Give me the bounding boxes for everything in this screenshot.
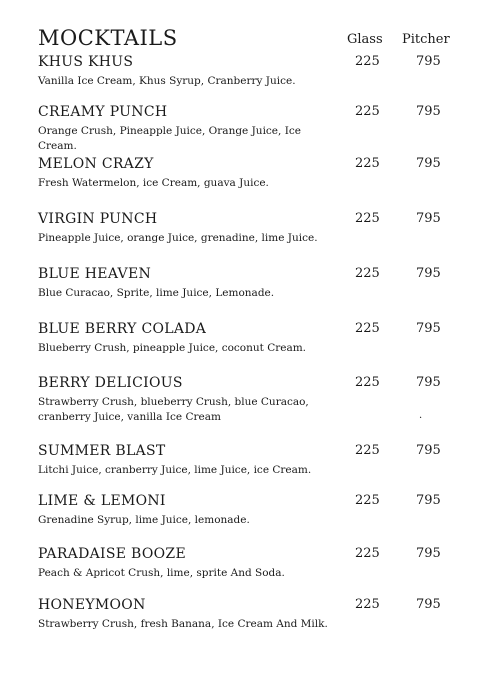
price-glass: 225: [355, 211, 380, 226]
price-glass: 225: [355, 104, 380, 119]
price-glass: 225: [355, 156, 380, 171]
menu-title: MOCKTAILS: [38, 26, 178, 50]
item-description: Pineapple Juice, orange Juice, grenadine, lime Juice.: [38, 232, 318, 244]
price-pitcher: 795: [416, 104, 441, 119]
item-name: HONEYMOON: [38, 597, 146, 613]
item-name: CREAMY PUNCH: [38, 104, 168, 120]
price-glass: 225: [355, 266, 380, 281]
item-description: Litchi Juice, cranberry Juice, lime Juice, ice Cream.: [38, 464, 312, 476]
pitcher-note: .: [419, 410, 423, 421]
item-name: SUMMER BLAST: [38, 443, 166, 459]
menu-item: [38, 374, 458, 425]
item-name: BERRY DELICIOUS: [38, 375, 183, 391]
price-glass: 225: [355, 493, 380, 508]
menu-item: [38, 320, 458, 356]
menu-item: [38, 265, 458, 301]
price-pitcher: 795: [416, 375, 441, 390]
price-glass: 225: [355, 375, 380, 390]
item-name: BLUE HEAVEN: [38, 266, 152, 282]
column-header-glass: Glass: [347, 32, 383, 47]
item-name: VIRGIN PUNCH: [38, 211, 158, 227]
menu-item: [38, 492, 458, 528]
price-glass: 225: [355, 321, 380, 336]
item-name: BLUE BERRY COLADA: [38, 321, 207, 337]
menu-item: [38, 53, 458, 89]
price-pitcher: 795: [416, 211, 441, 226]
item-name: LIME & LEMONI: [38, 493, 166, 509]
price-pitcher: 795: [416, 321, 441, 336]
menu-item: [38, 545, 458, 581]
item-description: Blue Curacao, Sprite, lime Juice, Lemonade.: [38, 287, 275, 299]
price-glass: 225: [355, 443, 380, 458]
price-pitcher: 795: [416, 546, 441, 561]
price-glass: 225: [355, 597, 380, 612]
price-pitcher: 795: [416, 597, 441, 612]
item-description: Vanilla Ice Cream, Khus Syrup, Cranberry Juice.: [38, 75, 296, 87]
column-header-pitcher: Pitcher: [402, 32, 450, 47]
item-description: Grenadine Syrup, lime Juice, lemonade.: [38, 514, 250, 526]
menu-item: [38, 210, 458, 246]
item-name: MELON CRAZY: [38, 156, 154, 172]
price-glass: 225: [355, 54, 380, 69]
item-description: Strawberry Crush, fresh Banana, Ice Cream And Milk.: [38, 618, 328, 630]
item-description: Strawberry Crush, blueberry Crush, blue Curacao, cranberry Juice, vanilla Ice Cream: [38, 396, 309, 423]
menu-item: [38, 442, 458, 478]
item-description: Peach & Apricot Crush, lime, sprite And Soda.: [38, 567, 285, 579]
price-pitcher: 795: [416, 493, 441, 508]
menu-item: [38, 103, 458, 154]
price-pitcher: 795: [416, 54, 441, 69]
item-description: Blueberry Crush, pineapple Juice, coconut Cream.: [38, 342, 307, 354]
price-glass: 225: [355, 546, 380, 561]
menu-item: [38, 155, 458, 191]
menu-item: [38, 596, 458, 632]
price-pitcher: 795: [416, 266, 441, 281]
item-name: PARADAISE BOOZE: [38, 546, 186, 562]
item-name: KHUS KHUS: [38, 54, 134, 70]
price-pitcher: 795: [416, 443, 441, 458]
item-description: Fresh Watermelon, ice Cream, guava Juice.: [38, 177, 269, 189]
price-pitcher: 795: [416, 156, 441, 171]
item-description: Orange Crush, Pineapple Juice, Orange Juice, Ice Cream.: [38, 125, 301, 152]
